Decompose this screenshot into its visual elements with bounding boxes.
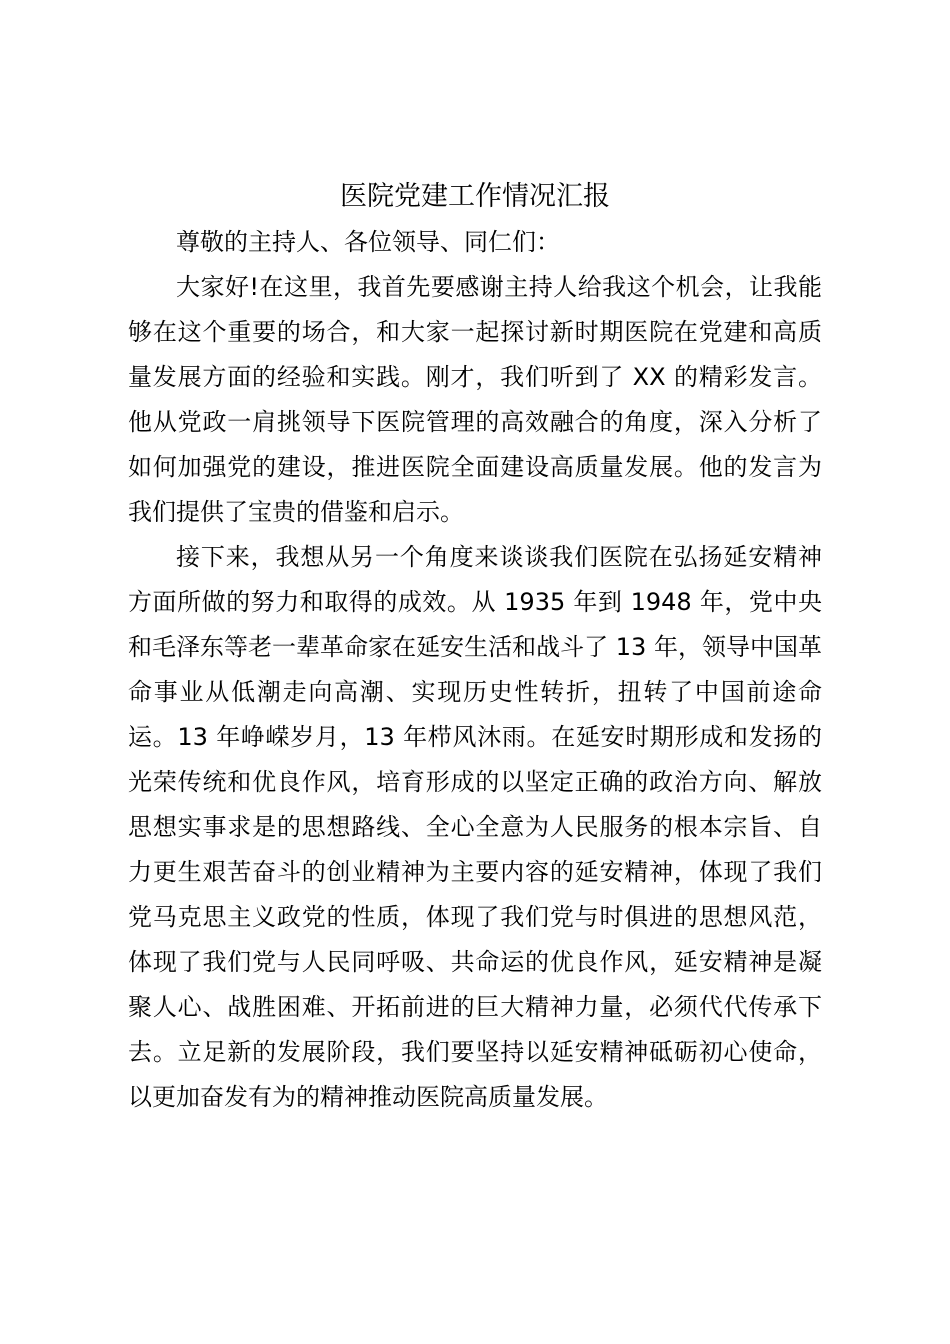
document-page — [128, 174, 822, 1120]
paragraph-intro: 大家好!在这里，我首先要感谢主持人给我这个机会，让我能够在这个重要的场合，和大家一起探讨新时期医院在党建和高质量发展方面的经验和实践。刚才，我们听到了 XX 的精彩发言。他从党政一肩挑领导下医院管理的高效融合的角度，深入分析了如何加强党的建设，推进医院全面建设高质量发展。他的发言为我们提供了宝贵的借鉴和启示。 — [128, 273, 822, 526]
document-title: 医院党建工作情况汇报 — [340, 181, 610, 212]
paragraph-yanan-spirit: 接下来，我想从另一个角度来谈谈我们医院在弘扬延安精神方面所做的努力和取得的成效。从 1935 年到 1948 年，党中央和毛泽东等老一辈革命家在延安生活和战斗了 13 年，领导中国革命事业从低潮走向高潮、实现历史性转折，扭转了中国前途命运。13 年峥嵘岁月，13 年栉风沐雨。在延安时期形成和发扬的光荣传统和优良作风，培育形成的以坚定正确的政治方向、解放思想实事求是的思想路线、全心全意为人民服务的根本宗旨、自力更生艰苦奋斗的创业精神为主要内容的延安精神，体现了我们党马克思主义政党的性质，体现了我们党与时俱进的思想风范，体现了我们党与人民同呼吸、共命运的优良作风，延安精神是凝聚人心、战胜困难、开拓前进的巨大精神力量，必须代代传承下去。立足新的发展阶段，我们要坚持以延安精神砥砺初心使命，以更加奋发有为的精神推动医院高质量发展。 — [128, 543, 822, 1111]
salutation: 尊敬的主持人、各位领导、同仁们： — [176, 228, 560, 256]
